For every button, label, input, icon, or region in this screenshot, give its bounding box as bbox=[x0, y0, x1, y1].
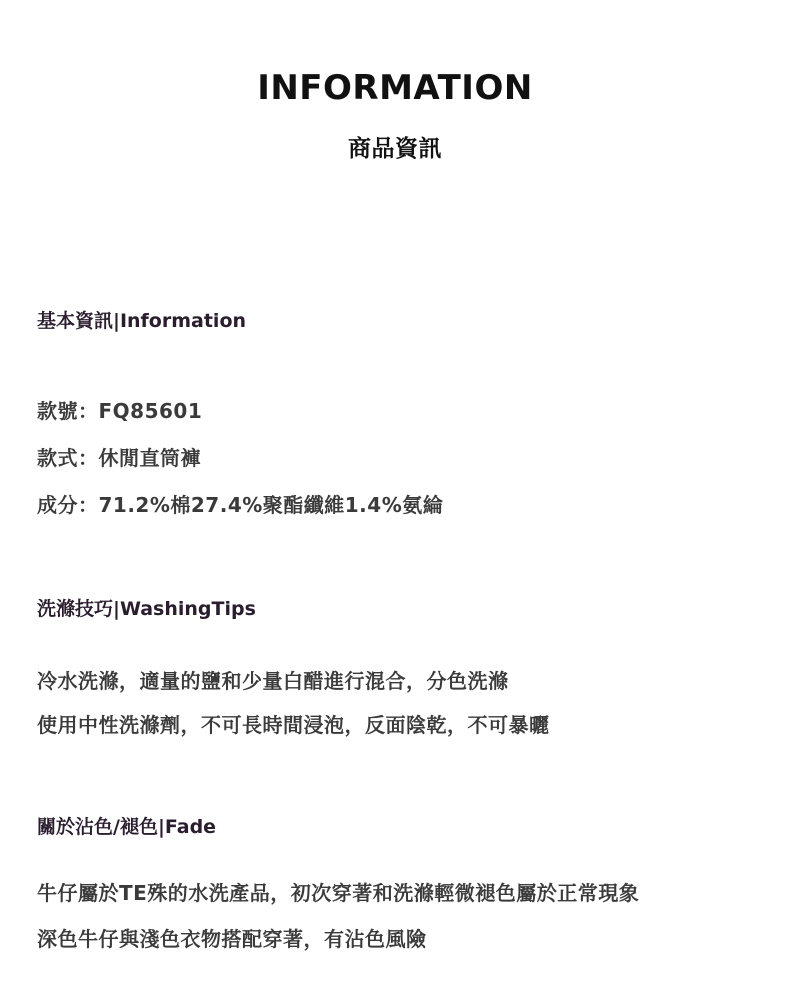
washing-tip-line: 冷水洗滌，適量的鹽和少量白醋進行混合，分色洗滌 bbox=[37, 669, 509, 693]
washing-tip-line: 使用中性洗滌劑，不可長時間浸泡，反面陰乾，不可暴曬 bbox=[37, 713, 550, 737]
washing-tips-heading: 洗滌技巧|WashingTips bbox=[37, 598, 256, 620]
page-subtitle: 商品資訊 bbox=[348, 136, 442, 162]
composition-line: 成分：71.2%棉27.4%聚酯纖維1.4%氨綸 bbox=[37, 493, 444, 517]
page-title: INFORMATION bbox=[257, 68, 533, 108]
style-number-line: 款號：FQ85601 bbox=[37, 399, 203, 423]
fade-note-line: 深色牛仔與淺色衣物搭配穿著，有沾色風險 bbox=[37, 927, 427, 951]
fade-heading: 關於沾色/褪色|Fade bbox=[37, 816, 217, 838]
style-type-line: 款式：休閒直筒褲 bbox=[37, 446, 201, 470]
fade-note-line: 牛仔屬於TE殊的水洗產品，初次穿著和洗滌輕微褪色屬於正常現象 bbox=[37, 881, 640, 905]
basic-info-heading: 基本資訊|Information bbox=[37, 310, 247, 332]
